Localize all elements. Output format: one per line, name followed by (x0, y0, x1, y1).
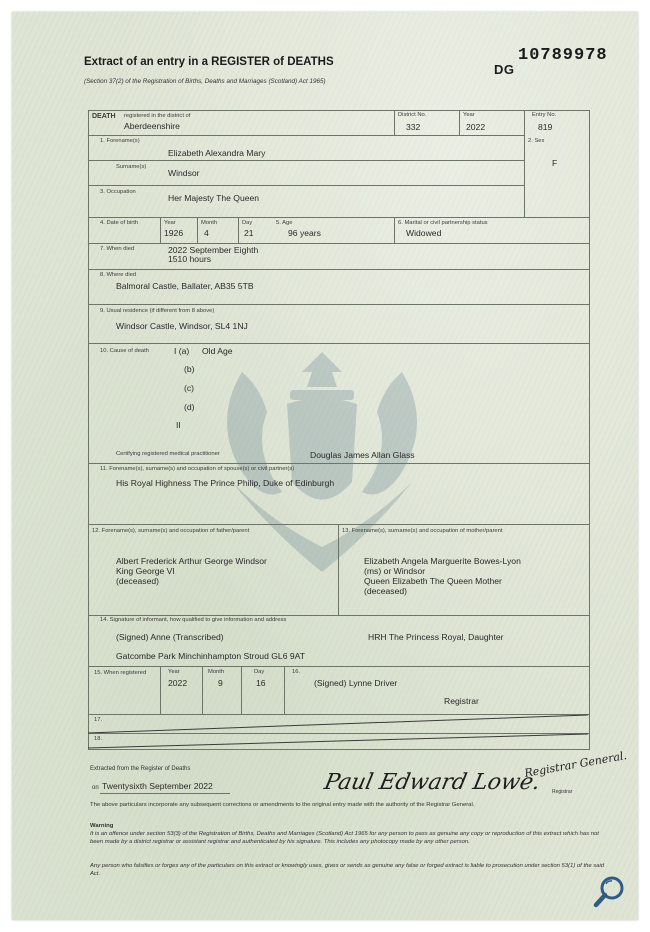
cause-c: (c) (184, 383, 195, 393)
surname-value: Windsor (168, 168, 200, 178)
practitioner-value: Douglas James Allan Glass (310, 450, 415, 460)
svg-text:Paul Edward Lowe.: Paul Edward Lowe. (321, 769, 543, 795)
district-no-value: 332 (406, 122, 421, 132)
registrar-signature-image (321, 757, 543, 802)
spouse-value: His Royal Highness The Prince Philip, Duke of Edinburgh (116, 478, 335, 488)
document-subtitle: (Section 37(2) of the Registration of Births, Deaths and Marriages (Scotland) Act 1965) (84, 78, 326, 85)
occupation-label: 3. Occupation (100, 189, 136, 195)
cause-a: Old Age (202, 346, 233, 356)
when-died-date: 2022 September Eighth (168, 245, 259, 255)
mother-line3: Queen Elizabeth The Queen Mother (364, 576, 502, 586)
mother-line4: (deceased) (364, 586, 407, 596)
informant-address: Gatcombe Park Minchinhampton Stroud GL6 9AT (116, 651, 305, 661)
mother-line2: (ms) or Windsor (364, 566, 426, 576)
registrar-label: 16. (292, 669, 301, 675)
on-label: on (92, 785, 99, 791)
age-value: 96 years (288, 228, 321, 238)
cause-label: 10. Cause of death (100, 348, 149, 354)
reg-month-label: Month (208, 669, 225, 675)
cause-i: I (a) (174, 346, 190, 356)
district-value: Aberdeenshire (124, 121, 180, 131)
dob-year-label: Year (164, 220, 176, 226)
sex-label: 2. Sex (528, 138, 545, 144)
registrar-signature: (Signed) Lynne Driver (314, 678, 398, 688)
mother-label: 13. Forename(s), surname(s) and occupation of mother/parent (342, 528, 503, 534)
reg-day-value: 16 (256, 678, 266, 688)
particulars-note: The above particulars incorporate any subsequent corrections or amendments to the original entry made with the authority of the Registrar General. (90, 802, 475, 808)
reg-year-value: 2022 (168, 678, 188, 688)
reg-year-label: Year (168, 669, 180, 675)
informant-qualification: HRH The Princess Royal, Daughter (368, 632, 504, 642)
warning-text-1: It is an offence under section 53(3) of the Registration of Births, Deaths and Marriages (Scotland) Act 1965 for any person to pass as genuine any copy or reproduction of this extract which has not been made by a district registrar or assistant registrar and authenticated by his signature. This includes any photocopy made by any other person. (90, 831, 599, 845)
svg-text:Registrar General.: Registrar General. (523, 749, 628, 780)
father-line2: King George VI (116, 566, 175, 576)
cause-ii: II (176, 420, 181, 430)
dob-month-value: 4 (204, 228, 209, 238)
sex-value: F (552, 158, 558, 168)
spouse-label: 11. Forename(s), surname(s) and occupation of spouse(s) or civil partner(s) (100, 466, 295, 472)
residence-label: 9. Usual residence (if different from 8 above) (100, 308, 215, 314)
father-line1: Albert Frederick Arthur George Windsor (116, 556, 267, 566)
when-died-time: 1510 hours (168, 254, 212, 264)
marital-value: Widowed (406, 228, 442, 238)
reg-month-value: 9 (218, 678, 223, 688)
death-label: DEATH (92, 113, 116, 120)
dob-day-label: Day (242, 220, 253, 226)
cause-b: (b) (184, 364, 195, 374)
entry-no-value: 819 (538, 122, 553, 132)
when-registered-label: 15. When registered (94, 670, 147, 676)
year-label: Year (463, 112, 475, 118)
when-died-label: 7. When died (100, 246, 135, 252)
forenames-label: 1. Forename(s) (100, 138, 140, 144)
void-strike-lines (88, 714, 590, 748)
document-title: Extract of an entry in a REGISTER of DEATHS (84, 56, 334, 68)
age-label: 5. Age (276, 220, 293, 226)
year-value: 2022 (466, 122, 486, 132)
cause-d: (d) (184, 402, 195, 412)
informant-label: 14. Signature of informant, how qualified to give information and address (100, 617, 287, 623)
entry-no-label: Entry No. (532, 112, 557, 118)
district-no-label: District No. (398, 112, 427, 118)
father-label: 12. Forename(s), surname(s) and occupation of father/parent (92, 528, 250, 534)
dob-label: 4. Date of birth (100, 220, 139, 226)
occupation-value: Her Majesty The Queen (168, 193, 260, 203)
extracted-label: Extracted from the Register of Deaths (90, 766, 191, 772)
dob-month-label: Month (201, 220, 218, 226)
warning-text-2: Any person who falsifies or forges any of the particulars on this extract or knowingly uses, gives or sends as genuine any false or forged extract is liable to prosecution under section 53(1) of the said Act. (90, 863, 605, 877)
row-18-label: 18. (94, 736, 103, 742)
series-code: DG (494, 62, 515, 77)
where-died-label: 8. Where died (100, 272, 137, 278)
where-died-value: Balmoral Castle, Ballater, AB35 5TB (116, 281, 254, 291)
dob-day-value: 21 (244, 228, 254, 238)
registrar-title: Registrar (444, 696, 479, 706)
certificate-page (12, 12, 638, 920)
serial-number: 10789978 (518, 46, 608, 65)
magnifier-icon[interactable] (590, 872, 630, 912)
reg-day-label: Day (254, 669, 265, 675)
residence-value: Windsor Castle, Windsor, SL4 1NJ (116, 321, 248, 331)
informant-signature: (Signed) Anne (Transcribed) (116, 632, 224, 642)
extract-date: Twentysixth September 2022 (102, 781, 213, 791)
practitioner-label: Certifying registered medical practitioner (116, 451, 220, 457)
row-17-label: 17. (94, 717, 103, 723)
surname-label: Surname(s) (116, 164, 147, 170)
dob-year-value: 1926 (164, 228, 184, 238)
forenames-value: Elizabeth Alexandra Mary (168, 148, 266, 158)
registrar-caption: Registrar (552, 789, 573, 795)
registered-in-label: registered in the district of (124, 113, 191, 119)
mother-line1: Elizabeth Angela Marguerite Bowes-Lyon (364, 556, 521, 566)
marital-label: 6. Marital or civil partnership status (398, 220, 488, 226)
father-line3: (deceased) (116, 576, 159, 586)
warning-heading: Warning (90, 823, 114, 829)
